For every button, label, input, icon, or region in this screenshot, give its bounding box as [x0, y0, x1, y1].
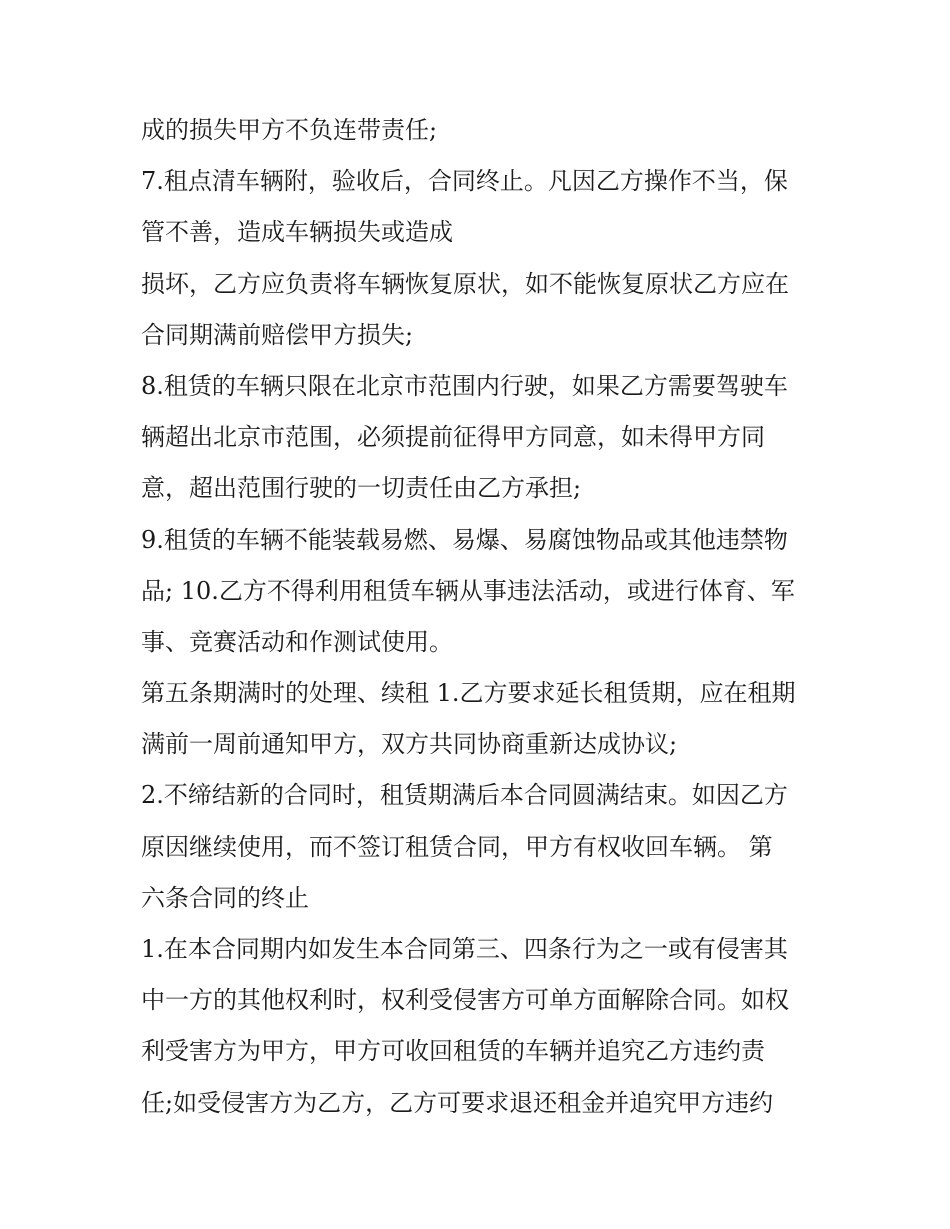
text-line: 第五条期满时的处理、续租 1.乙方要求延长租赁期，应在租期	[141, 679, 796, 708]
text-line: 7.租点清车辆附，验收后，合同终止。凡因乙方操作不当，保	[141, 167, 788, 196]
text-line: 8.租赁的车辆只限在北京市范围内行驶，如果乙方需要驾驶车	[141, 371, 788, 400]
text-line: 意，超出范围行驶的一切责任由乙方承担;	[141, 474, 582, 503]
text-line: 满前一周前通知甲方，双方共同协商重新达成协议;	[141, 730, 678, 759]
text-line: 合同期满前赔偿甲方损失;	[141, 320, 414, 349]
text-line: 品; 10.乙方不得利用租赁车辆从事违法活动，或进行体育、军	[141, 576, 795, 605]
text-line: 1.在本合同期内如发生本合同第三、四条行为之一或有侵害其	[141, 935, 788, 963]
text-line: 中一方的其他权利时，权利受侵害方可单方面解除合同。如权	[141, 986, 789, 1015]
text-line: 损坏，乙方应负责将车辆恢复原状，如不能恢复原状乙方应在	[141, 269, 789, 298]
text-line: 9.租赁的车辆不能装载易燃、易爆、易腐蚀物品或其他违禁物	[141, 525, 788, 554]
text-line: 辆超出北京市范围，必须提前征得甲方同意，如未得甲方同	[141, 423, 765, 452]
text-line: 事、竞赛活动和作测试使用。	[141, 627, 453, 656]
text-line: 成的损失甲方不负连带责任;	[141, 116, 438, 144]
text-line: 原因继续使用，而不签订租赁合同，甲方有权收回车辆。 第	[141, 832, 773, 861]
text-line: 管不善，造成车辆损失或造成	[141, 218, 453, 247]
text-line: 任;如受侵害方为乙方，乙方可要求退还租金并追究甲方违约	[141, 1088, 774, 1117]
text-line: 2.不缔结新的合同时，租赁期满后本合同圆满结束。如因乙方	[141, 781, 788, 810]
text-line: 六条合同的终止	[141, 883, 309, 912]
text-line: 利受害方为甲方，甲方可收回租赁的车辆并追究乙方违约责	[141, 1037, 765, 1066]
